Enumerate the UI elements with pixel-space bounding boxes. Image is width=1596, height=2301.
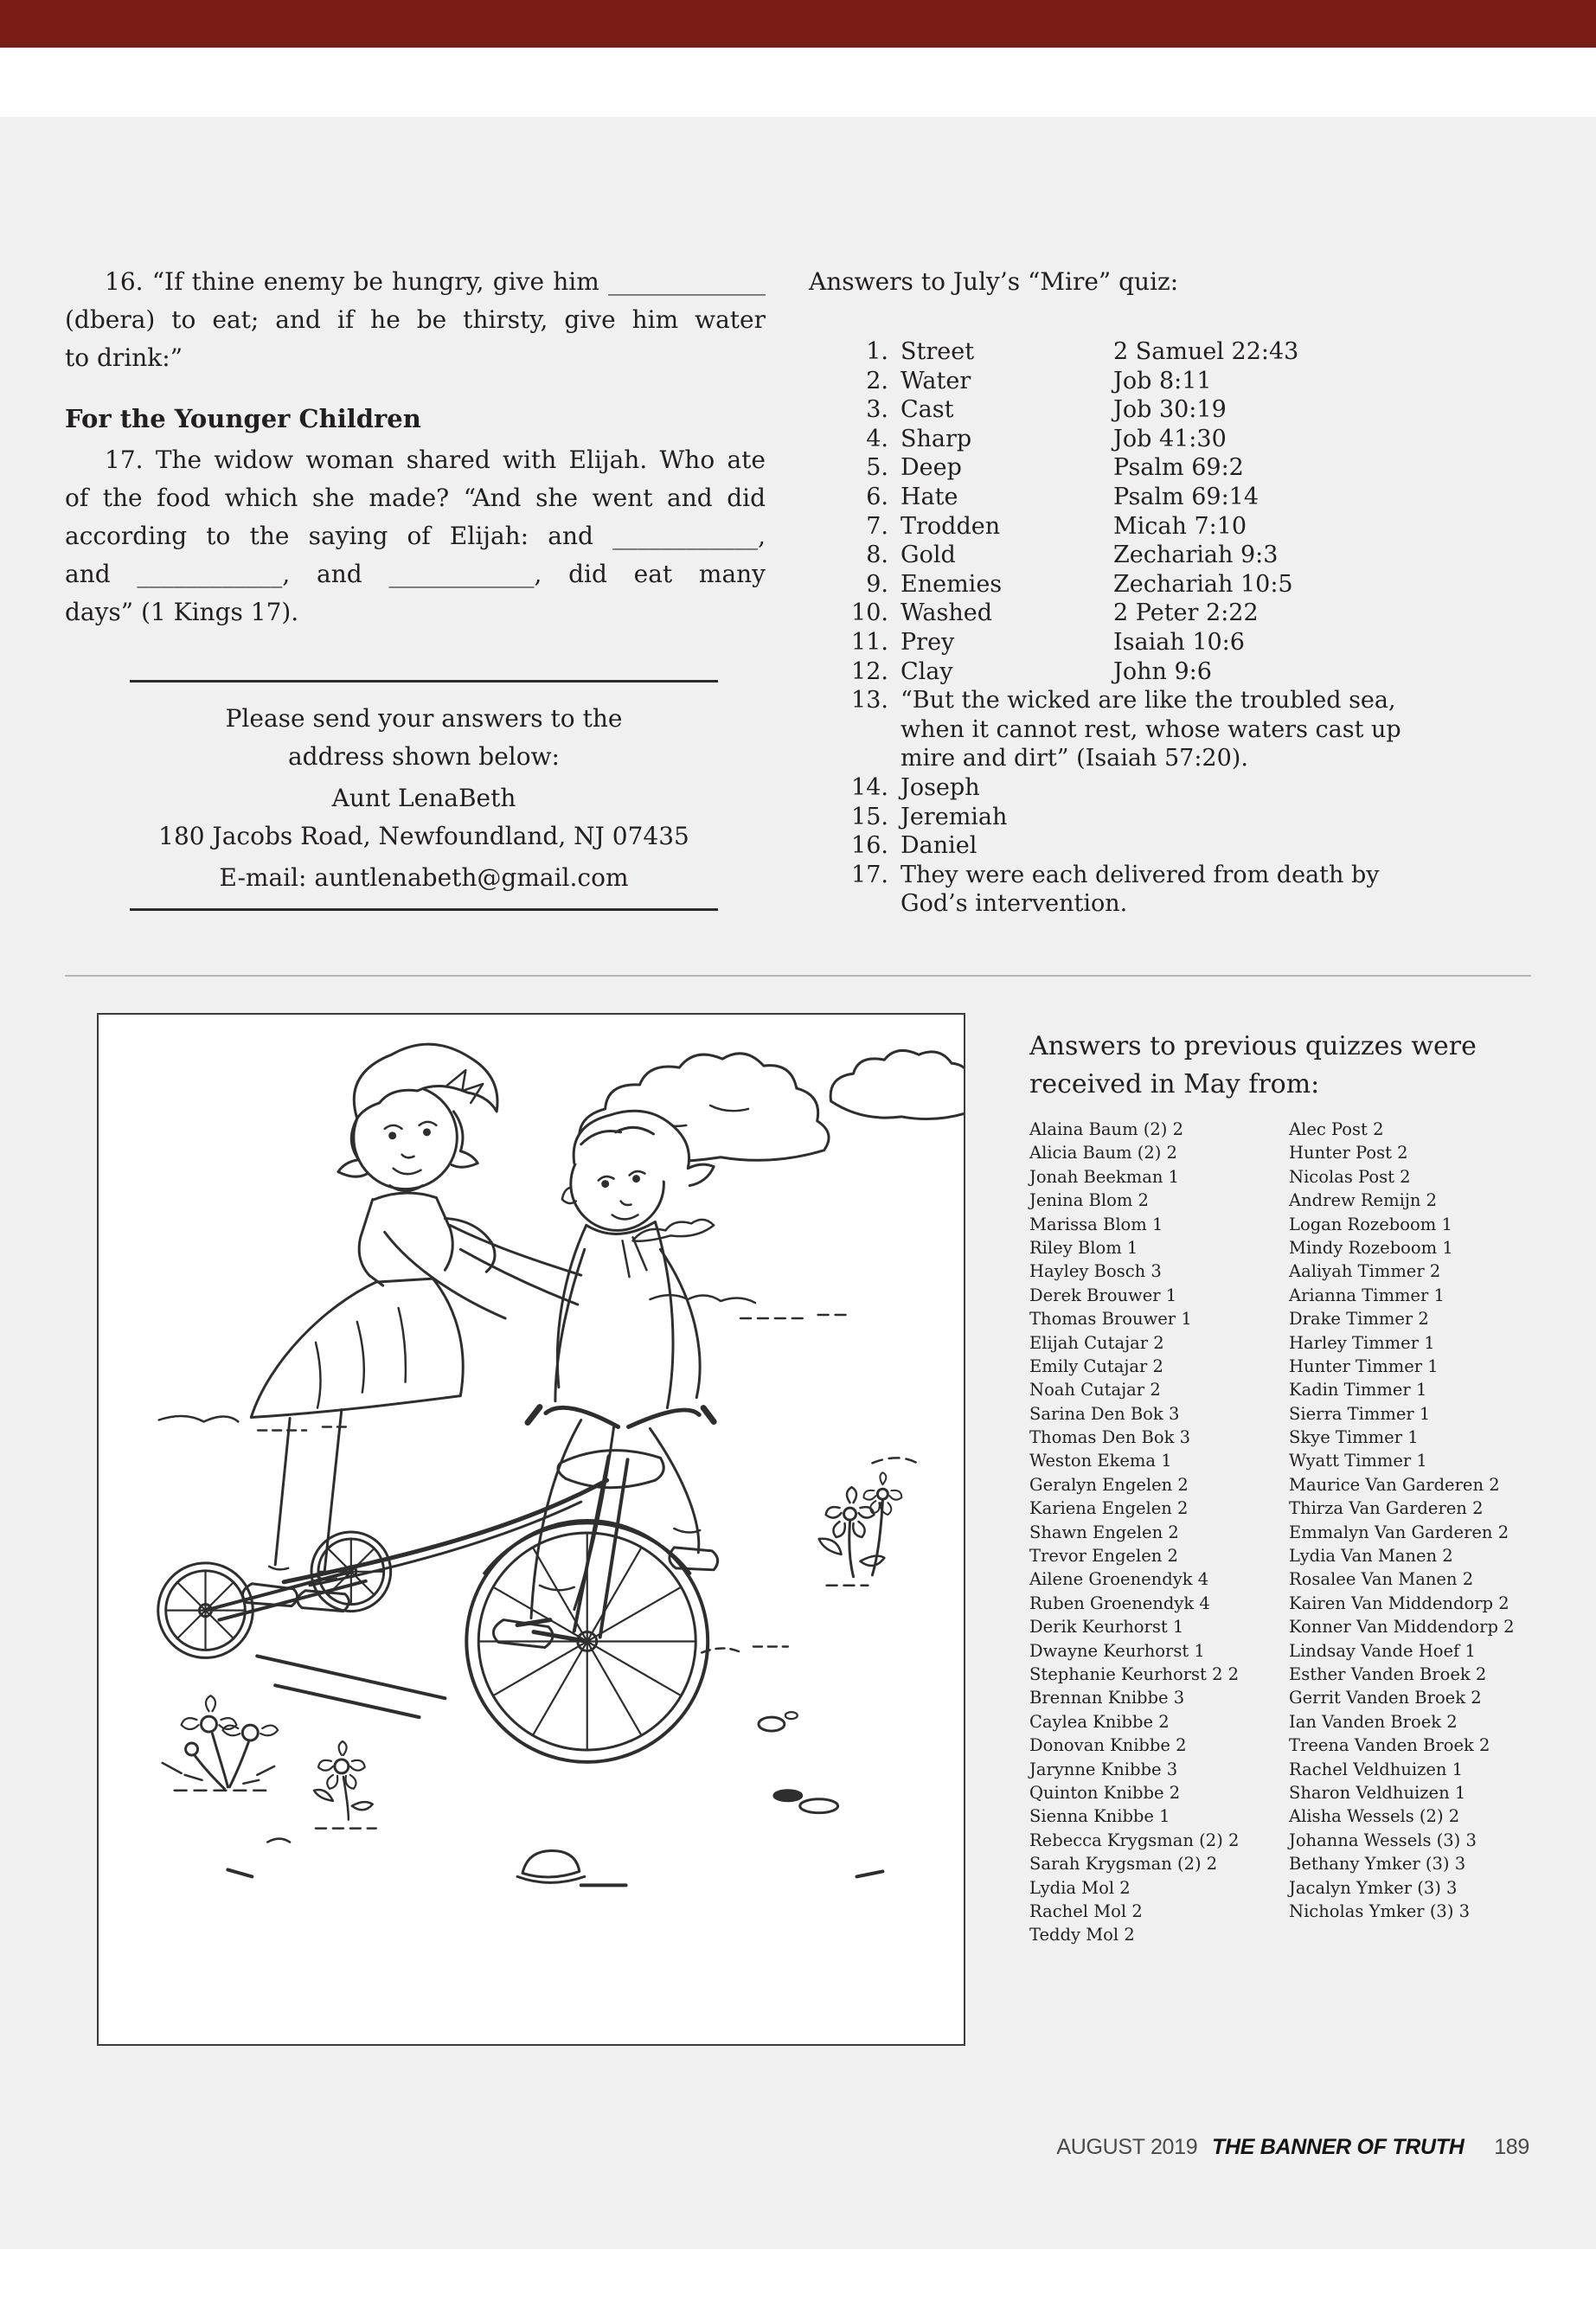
name-entry: Elijah Cutajar 2 <box>1029 1332 1164 1353</box>
address-street: 180 Jacobs Road, Newfoundland, NJ 07435 <box>158 822 689 850</box>
name-entry: Jenina Blom 2 <box>1029 1190 1149 1211</box>
name-entry: Alec Post 2 <box>1289 1119 1384 1139</box>
quiz-reference: Psalm 69:2 <box>1113 454 1244 482</box>
name-entry: Thirza Van Garderen 2 <box>1289 1498 1484 1519</box>
name-entry: Ailene Groenendyk 4 <box>1029 1569 1209 1590</box>
name-entry: Sierra Timmer 1 <box>1289 1403 1431 1424</box>
address-name: Aunt LenaBeth <box>331 784 516 812</box>
name-entry: Ian Vanden Broek 2 <box>1289 1711 1458 1732</box>
coloring-illustration <box>97 1013 965 2046</box>
name-entry: Shawn Engelen 2 <box>1029 1522 1179 1542</box>
quiz-row <box>809 803 1535 832</box>
name-entry: Bethany Ymker (3) 3 <box>1289 1854 1466 1875</box>
address-rule-top <box>130 680 718 683</box>
question-17-line: according to the saying of Elijah: and ____________, <box>65 522 766 550</box>
quiz-answer-text: They were each delivered from death by God’s intervention. <box>901 861 1380 918</box>
quiz-row <box>809 657 1535 687</box>
received-heading <box>1029 1028 1540 1104</box>
quiz-reference: 2 Peter 2:22 <box>1113 599 1259 627</box>
name-entry: Quinton Knibbe 2 <box>1029 1782 1181 1803</box>
quiz-answer: Gold <box>901 542 956 569</box>
quiz-number: 6. <box>866 483 888 510</box>
quiz-number: 13. <box>851 687 888 715</box>
quiz-answer-list <box>809 337 1535 919</box>
quiz-answer: Deep <box>901 454 962 482</box>
quiz-row <box>809 831 1535 861</box>
question-17-line: and ____________, and ____________, did eat many <box>65 560 766 588</box>
name-entry: Nicholas Ymker (3) 3 <box>1289 1900 1471 1921</box>
name-entry: Konner Van Middendorp 2 <box>1289 1617 1515 1638</box>
quiz-answer-text: Jeremiah <box>901 803 1008 830</box>
quiz-reference: Job 8:11 <box>1113 367 1212 394</box>
name-entry: Logan Rozeboom 1 <box>1289 1214 1452 1234</box>
quiz-row <box>809 861 1535 919</box>
name-entry: Rosalee Van Manen 2 <box>1289 1569 1474 1590</box>
name-entry: Riley Blom 1 <box>1029 1237 1138 1258</box>
quiz-answer: Prey <box>901 628 955 656</box>
quiz-reference: John 9:6 <box>1113 657 1212 685</box>
top-accent-bar <box>0 0 1596 48</box>
name-entry: Thomas Den Bok 3 <box>1029 1427 1191 1448</box>
quiz-number: 15. <box>851 803 888 830</box>
names-column-1 <box>1029 1118 1289 1947</box>
name-entry: Thomas Brouwer 1 <box>1029 1309 1192 1330</box>
received-heading-line2: received in May from: <box>1029 1069 1320 1099</box>
footer-page-number: 189 <box>1494 2135 1529 2159</box>
name-entry: Gerrit Vanden Broek 2 <box>1289 1688 1482 1708</box>
name-entry: Rebecca Krygsman (2) 2 <box>1029 1830 1240 1850</box>
name-entry: Emmalyn Van Garderen 2 <box>1289 1522 1509 1542</box>
section-divider <box>65 975 1531 977</box>
name-entry: Wyatt Timmer 1 <box>1289 1451 1427 1471</box>
address-rule-bottom <box>130 908 718 911</box>
quiz-answer: Clay <box>901 657 953 685</box>
quiz-reference: Job 30:19 <box>1113 396 1227 424</box>
tricycle-children-drawing <box>99 1015 964 2044</box>
quiz-reference: Zechariah 9:3 <box>1113 542 1279 569</box>
question-16-line: 16. “If thine enemy be hungry, give him _____________ <box>105 267 766 296</box>
name-entry: Lydia Mol 2 <box>1029 1877 1131 1898</box>
younger-children-heading: For the Younger Children <box>65 404 421 433</box>
quiz-row <box>809 512 1535 542</box>
quiz-row <box>809 367 1535 396</box>
quiz-row <box>809 570 1535 599</box>
quiz-answer-text: Daniel <box>901 832 977 860</box>
name-entry: Lindsay Vande Hoef 1 <box>1289 1640 1476 1661</box>
quiz-row <box>809 686 1535 773</box>
quiz-number: 8. <box>866 542 888 569</box>
name-entry: Sharon Veldhuizen 1 <box>1289 1782 1466 1803</box>
quiz-number: 16. <box>851 832 888 860</box>
name-entry: Aaliyah Timmer 2 <box>1289 1261 1441 1282</box>
quiz-number: 14. <box>851 773 888 801</box>
question-17-line: days” (1 Kings 17). <box>65 598 299 626</box>
name-entry: Treena Vanden Broek 2 <box>1289 1735 1490 1756</box>
name-entry: Brennan Knibbe 3 <box>1029 1688 1185 1708</box>
quiz-number: 1. <box>866 338 888 365</box>
name-entry: Hunter Timmer 1 <box>1289 1356 1439 1376</box>
name-entry: Andrew Remijn 2 <box>1289 1190 1438 1211</box>
quiz-number: 10. <box>851 599 888 627</box>
footer-issue-date: AUGUST 2019 <box>1056 2135 1198 2159</box>
quiz-row <box>809 773 1535 803</box>
quiz-row <box>809 425 1535 454</box>
quiz-row <box>809 541 1535 570</box>
name-entry: Alisha Wessels (2) 2 <box>1289 1806 1460 1827</box>
name-entry: Ruben Groenendyk 4 <box>1029 1593 1210 1613</box>
name-entry: Lydia Van Manen 2 <box>1289 1546 1453 1567</box>
name-entry: Esther Vanden Broek 2 <box>1289 1663 1487 1684</box>
name-entry: Arianna Timmer 1 <box>1289 1285 1445 1305</box>
quiz-row <box>809 337 1535 367</box>
quiz-answer: Water <box>901 367 971 394</box>
quiz-answer: Cast <box>901 396 954 424</box>
name-entry: Jarynne Knibbe 3 <box>1029 1759 1178 1779</box>
quiz-number: 12. <box>851 657 888 685</box>
quiz-number: 11. <box>851 628 888 656</box>
name-entry: Jacalyn Ymker (3) 3 <box>1289 1877 1458 1898</box>
name-entry: Maurice Van Garderen 2 <box>1289 1474 1500 1495</box>
name-entry: Johanna Wessels (3) 3 <box>1289 1830 1477 1850</box>
quiz-number: 2. <box>866 367 888 394</box>
name-entry: Alaina Baum (2) 2 <box>1029 1119 1183 1139</box>
name-entry: Sienna Knibbe 1 <box>1029 1806 1170 1827</box>
name-entry: Nicolas Post 2 <box>1289 1166 1411 1187</box>
name-entry: Caylea Knibbe 2 <box>1029 1711 1170 1732</box>
quiz-row <box>809 453 1535 483</box>
quiz-reference: Zechariah 10:5 <box>1113 570 1293 598</box>
name-entry: Kariena Engelen 2 <box>1029 1498 1189 1519</box>
name-entry: Stephanie Keurhorst 2 2 <box>1029 1663 1240 1684</box>
quiz-answer: Trodden <box>901 512 1001 540</box>
address-intro-line1: Please send your answers to the <box>225 704 623 733</box>
page-footer <box>0 2135 1529 2160</box>
quiz-answer-text: Joseph <box>901 773 980 801</box>
address-intro-line2: address shown below: <box>287 742 560 771</box>
received-heading-line1: Answers to previous quizzes were <box>1029 1031 1477 1061</box>
address-email: E-mail: auntlenabeth@gmail.com <box>219 863 629 892</box>
quiz-number: 17. <box>851 861 888 888</box>
quiz-row <box>809 599 1535 628</box>
quiz-number: 5. <box>866 454 888 482</box>
quiz-answer: Washed <box>901 599 993 627</box>
quiz-number: 4. <box>866 425 888 452</box>
name-entry: Kadin Timmer 1 <box>1289 1380 1427 1400</box>
quiz-row <box>809 395 1535 425</box>
question-16 <box>65 263 766 377</box>
quiz-reference: Isaiah 10:6 <box>1113 628 1245 656</box>
name-entry: Teddy Mol 2 <box>1029 1925 1135 1945</box>
quiz-answer-text: “But the wicked are like the troubled sea, when it cannot rest, whose waters cast up mire and dirt” (Isaiah 57:20). <box>901 687 1401 772</box>
name-entry: Derik Keurhorst 1 <box>1029 1617 1184 1638</box>
quiz-reference: 2 Samuel 22:43 <box>1113 338 1299 365</box>
name-entry: Weston Ekema 1 <box>1029 1451 1172 1471</box>
question-17-line: 17. The widow woman shared with Elijah. Who ate <box>105 445 766 474</box>
name-entry: Geralyn Engelen 2 <box>1029 1474 1189 1495</box>
quiz-reference: Job 41:30 <box>1113 425 1227 452</box>
name-entry: Drake Timmer 2 <box>1289 1309 1429 1330</box>
quiz-answer: Street <box>901 338 975 365</box>
name-entry: Hayley Bosch 3 <box>1029 1261 1162 1282</box>
quiz-row <box>809 628 1535 657</box>
name-entry: Trevor Engelen 2 <box>1029 1546 1178 1567</box>
question-17 <box>65 441 766 631</box>
quiz-answer: Sharp <box>901 425 972 452</box>
quiz-reference: Micah 7:10 <box>1113 512 1247 540</box>
name-entry: Dwayne Keurhorst 1 <box>1029 1640 1205 1661</box>
names-column-2 <box>1289 1118 1548 1923</box>
name-entry: Rachel Veldhuizen 1 <box>1289 1759 1464 1779</box>
name-entry: Kairen Van Middendorp 2 <box>1289 1593 1509 1613</box>
name-entry: Sarah Krygsman (2) 2 <box>1029 1854 1218 1875</box>
question-17-line: of the food which she made? “And she went and did <box>65 484 766 512</box>
name-entry: Sarina Den Bok 3 <box>1029 1403 1180 1424</box>
name-entry: Skye Timmer 1 <box>1289 1427 1419 1448</box>
name-entry: Emily Cutajar 2 <box>1029 1356 1163 1376</box>
quiz-row <box>809 483 1535 512</box>
quiz-heading: Answers to July’s “Mire” quiz: <box>809 267 1179 296</box>
name-entry: Derek Brouwer 1 <box>1029 1285 1177 1305</box>
quiz-answer: Enemies <box>901 570 1003 598</box>
footer-magazine-title: THE BANNER OF TRUTH <box>1212 2135 1465 2159</box>
quiz-reference: Psalm 69:14 <box>1113 483 1259 510</box>
name-entry: Hunter Post 2 <box>1289 1143 1408 1163</box>
name-entry: Mindy Rozeboom 1 <box>1289 1237 1453 1258</box>
name-entry: Alicia Baum (2) 2 <box>1029 1143 1177 1163</box>
name-entry: Noah Cutajar 2 <box>1029 1380 1161 1400</box>
quiz-answer: Hate <box>901 483 958 510</box>
question-16-line: to drink:” <box>65 343 183 372</box>
question-16-line: (dbera) to eat; and if he be thirsty, give him water <box>65 305 766 334</box>
name-entry: Harley Timmer 1 <box>1289 1332 1435 1353</box>
quiz-number: 9. <box>866 570 888 598</box>
name-entry: Rachel Mol 2 <box>1029 1900 1143 1921</box>
quiz-number: 3. <box>866 396 888 424</box>
name-entry: Jonah Beekman 1 <box>1029 1166 1180 1187</box>
name-entry: Marissa Blom 1 <box>1029 1214 1163 1234</box>
name-entry: Donovan Knibbe 2 <box>1029 1735 1187 1756</box>
quiz-number: 7. <box>866 512 888 540</box>
